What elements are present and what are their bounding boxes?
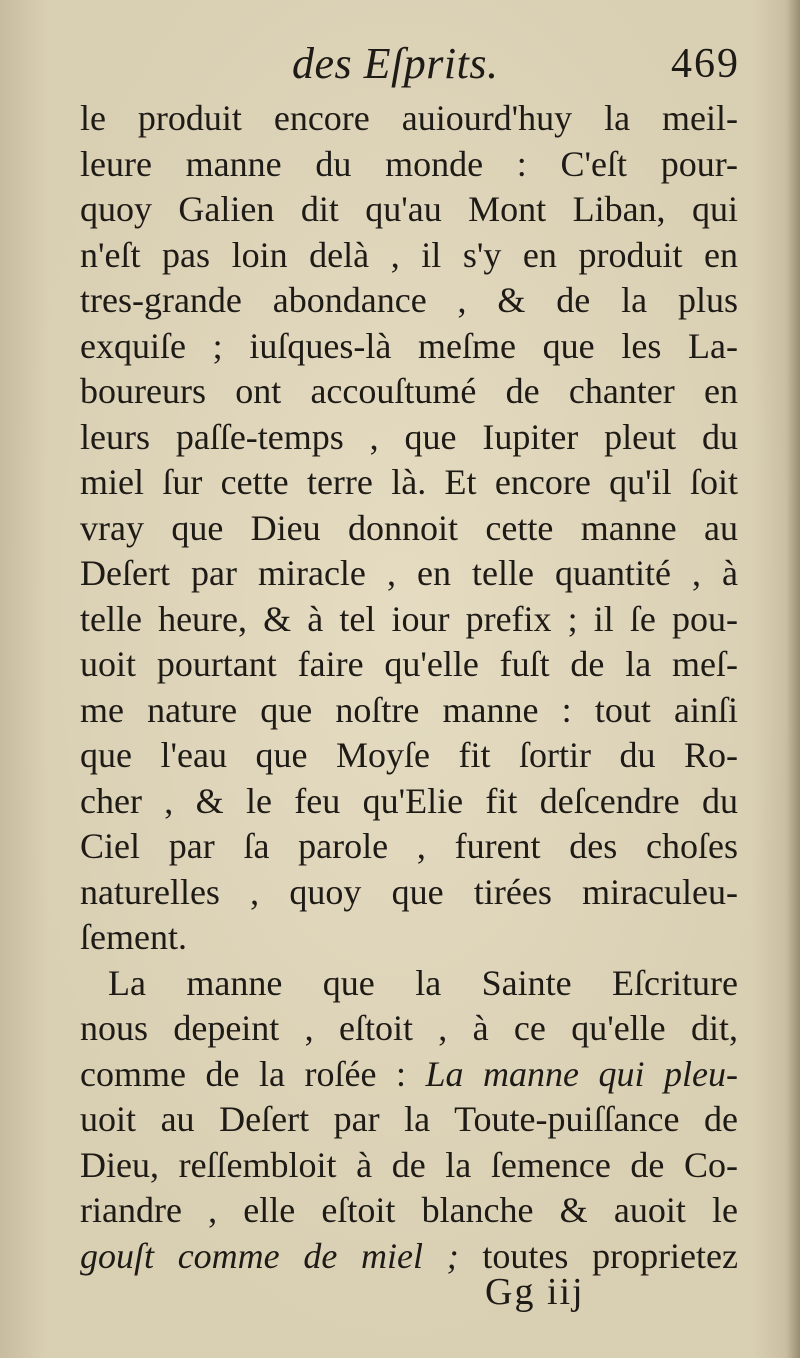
text-line-18: naturelles , quoy que tirées miraculeu- <box>80 871 738 912</box>
text-line-12: telle heure, & à tel iour prefix ; il ſe pou- <box>80 598 738 639</box>
text-line-20: La manne que la Sainte Eſcriture <box>108 962 738 1003</box>
text-line-10: vray que Dieu donnoit cette manne au <box>80 507 738 548</box>
text-line-3: quoy Galien dit qu'au Mont Liban, qui <box>80 189 738 229</box>
body-text <box>80 96 738 1279</box>
text-line-22-roman: comme de la roſée : <box>80 1053 426 1094</box>
text-line-21: nous depeint , eſtoit , à ce qu'elle dit, <box>80 1008 738 1048</box>
text-line-19: ſement. <box>80 917 187 957</box>
text-line-26-italic: gouſt comme de miel ; <box>80 1235 483 1276</box>
text-line-26-roman: toutes proprietez <box>482 1235 738 1276</box>
text-line-22 <box>80 1052 738 1098</box>
running-title: des Eſprits. <box>292 39 499 88</box>
text-line-1: le produit encore auiourd'huy la meil- <box>80 98 738 138</box>
text-line-8: leurs paſſe-temps , que Iupiter pleut du <box>80 416 738 457</box>
page-footer <box>80 1270 740 1318</box>
text-line-13: uoit pourtant faire qu'elle fuſt de la meſ- <box>80 644 738 684</box>
text-line-15: que l'eau que Moyſe fit ſortir du Ro- <box>80 735 738 775</box>
text-line-5: tres-grande abondance , & de la plus <box>80 280 738 320</box>
page-edge-shadow <box>786 0 800 1358</box>
text-line-11: Deſert par miracle , en telle quantité , à <box>80 553 738 593</box>
text-line-23: uoit au Deſert par la Toute-puiſſance de <box>80 1099 738 1139</box>
text-line-4: n'eſt pas loin delà , il s'y en produit en <box>80 234 738 275</box>
text-line-22-italic: La manne qui pleu- <box>425 1053 738 1094</box>
text-line-14: me nature que noſtre manne : tout ainſi <box>80 689 738 730</box>
text-line-24: Dieu, reſſembloit à de la ſemence de Co- <box>80 1144 738 1185</box>
text-line-7: boureurs ont accouſtumé de chanter en <box>80 371 738 411</box>
text-line-25: riandre , elle eſtoit blanche & auoit le <box>80 1190 738 1230</box>
signature-mark: Gg iij <box>485 1271 585 1313</box>
page-header <box>80 38 740 98</box>
text-line-17: Ciel par ſa parole , furent des choſes <box>80 826 738 866</box>
text-line-2: leure manne du monde : C'eſt pour- <box>80 143 738 184</box>
text-line-16: cher , & le feu qu'Elie fit deſcendre du <box>80 780 738 821</box>
page-number: 469 <box>671 41 740 87</box>
text-line-9: miel ſur cette terre là. Et encore qu'il ſoit <box>80 462 738 502</box>
text-line-6: exquiſe ; iuſques-là meſme que les La- <box>80 325 738 366</box>
